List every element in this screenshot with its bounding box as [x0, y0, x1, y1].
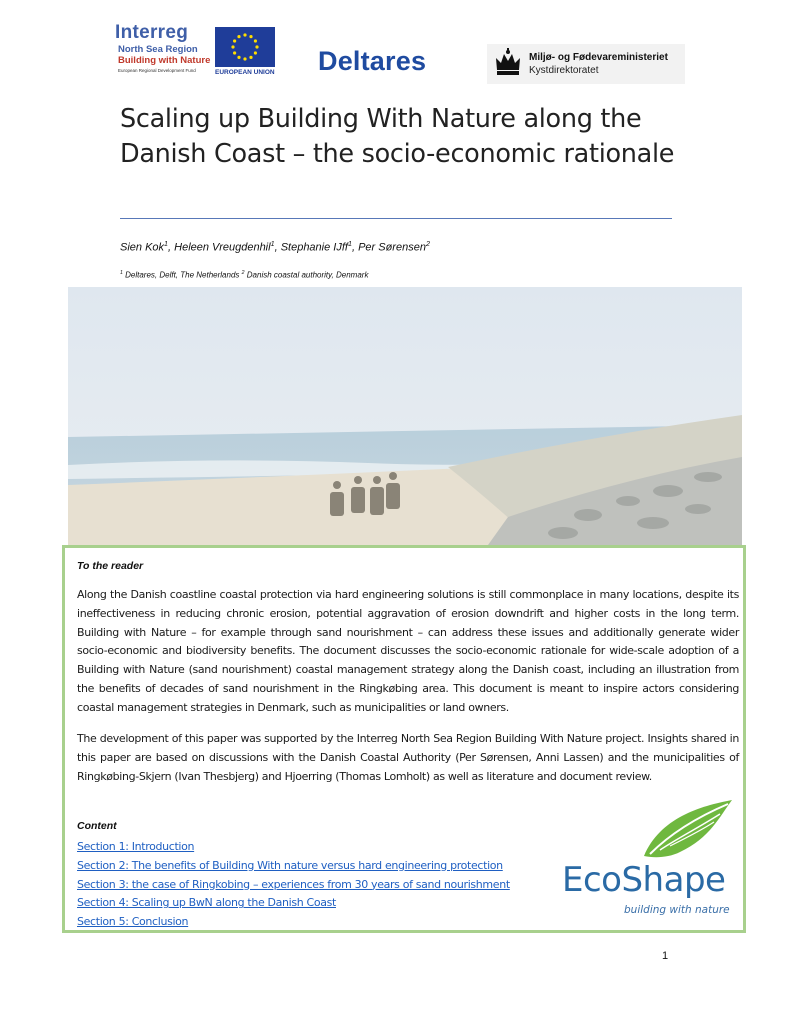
- eu-star-icon: [243, 57, 246, 60]
- affiliation-text: Danish coastal authority, Denmark: [246, 270, 369, 280]
- author-name: Stephanie IJff: [280, 241, 348, 254]
- document-title: Scaling up Building With Nature along the Danish Coast – the socio-economic rationale: [120, 104, 675, 169]
- toc-link-section-5[interactable]: Section 5: Conclusion: [77, 915, 189, 929]
- eu-star-icon: [231, 45, 234, 48]
- toc-item: [77, 913, 510, 932]
- eu-star-icon: [243, 33, 246, 36]
- affiliations: [120, 270, 368, 280]
- eu-star-icon: [255, 45, 258, 48]
- eu-star-icon: [237, 35, 240, 38]
- author-affiliation-mark: 2: [425, 240, 430, 248]
- page-number: 1: [662, 950, 669, 962]
- eu-star-icon: [254, 51, 257, 54]
- content-heading: Content: [77, 820, 117, 832]
- author-affiliation-mark: 1: [347, 240, 352, 248]
- interreg-logo: [115, 22, 280, 78]
- ecoshape-wordmark: EcoShape: [562, 860, 726, 900]
- eu-star-icon: [233, 51, 236, 54]
- reader-paragraph: The development of this paper was supported by the Interreg North Sea Region Building With Nature project. Insights shared in this paper are based on discussions with the Danish Coastal Authority (Per Sørensen, Anni Lassen) and the municipalities of Ringkøbing-Skjern (Ivan Thesbjerg) and Hjoerring (Thomas Lomholt) as well as literature and document review.: [77, 732, 739, 783]
- reader-heading: To the reader: [77, 560, 144, 572]
- author-name: Sien Kok: [120, 241, 165, 254]
- author-affiliation-mark: 1: [270, 240, 275, 248]
- eu-star-icon: [249, 35, 252, 38]
- leaf-icon: [640, 798, 736, 860]
- toc-item: [77, 876, 510, 895]
- eu-star-icon: [249, 56, 252, 59]
- toc-item: [77, 894, 510, 913]
- coastal-beach-photo: [68, 287, 742, 545]
- table-of-contents: [77, 838, 510, 932]
- interreg-fund: European Regional Development Fund: [118, 68, 196, 73]
- author-affiliation-mark: 1: [164, 240, 169, 248]
- ministry-logo: [487, 44, 685, 84]
- ministry-name: Miljø- og Fødevareministeriet: [529, 52, 668, 63]
- toc-link-section-3[interactable]: Section 3: the case of Ringkobing – experiences from 30 years of sand nourishment: [77, 877, 510, 891]
- eu-star-icon: [233, 39, 236, 42]
- author-name: Per Sørensen: [358, 241, 426, 254]
- crown-icon: [493, 48, 523, 80]
- affiliation-mark: 2: [241, 270, 245, 276]
- toc-link-section-1[interactable]: Section 1: Introduction: [77, 840, 195, 853]
- eu-star-icon: [237, 56, 240, 59]
- reader-box: [62, 545, 746, 933]
- eu-flag-icon: [215, 27, 275, 67]
- affiliation-mark: 1: [120, 270, 123, 276]
- title-divider: [120, 218, 672, 219]
- eu-caption: EUROPEAN UNION: [215, 69, 275, 76]
- reader-paragraph: Along the Danish coastline coastal protection via hard engineering solutions is still commonplace in many locations, despite its ineffectiveness in reducing chronic erosion, potential aggravation of erosion downdrift and higher costs in the long term. Building with Nature – for example through sand nourishment – can address these issues and additionally generate wider socio-economic and biodiversity benefits. The document discusses the socio-economic rationale for wide-scale adoption of a Building with Nature (sand nourishment) coastal management strategy along the Danish coast, including an illustration from the benefits of decades of sand nourishment in the Ringkøbing area. This document is meant to inspire actors considering coastal management strategies in Denmark, such as municipalities or land owners.: [77, 588, 739, 714]
- ecoshape-logo: [562, 798, 738, 923]
- eu-star-icon: [254, 39, 257, 42]
- ministry-agency: Kystdirektoratet: [529, 65, 599, 76]
- toc-link-section-2[interactable]: Section 2: The benefits of Building With nature versus hard engineering protection: [77, 858, 503, 872]
- interreg-wordmark: Interreg: [115, 22, 189, 43]
- author-name: Heleen Vreugdenhil: [174, 241, 271, 254]
- toc-link-section-4[interactable]: Section 4: Scaling up BwN along the Danish Coast: [77, 896, 336, 910]
- author-list: Sien Kok$^1$, Heleen Vreugdenhil$^1$, Stephanie IJff$^1$, Per Sørensen$^2$: [120, 240, 430, 254]
- interreg-region: North Sea Region: [118, 44, 198, 55]
- ecoshape-tagline: building with nature: [624, 904, 730, 916]
- toc-item: [77, 857, 510, 876]
- toc-item: [77, 838, 510, 857]
- interreg-project: Building with Nature: [118, 55, 211, 66]
- affiliation-text: Deltares, Delft, The Netherlands: [125, 270, 240, 280]
- deltares-logo: Deltares: [318, 46, 427, 76]
